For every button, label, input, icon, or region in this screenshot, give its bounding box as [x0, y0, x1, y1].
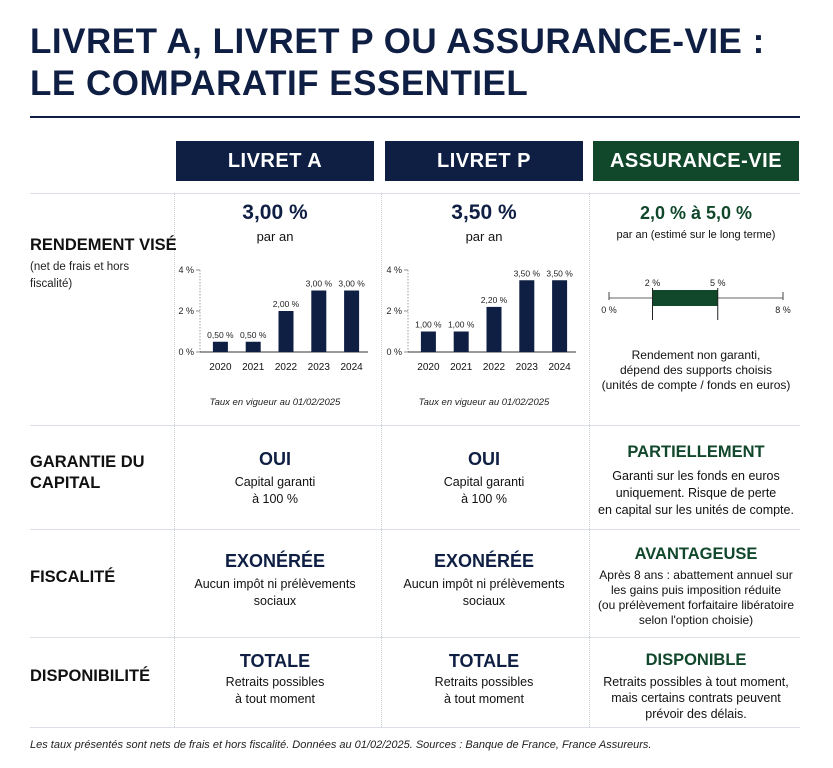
assurance-vie-disponibilite-line2: mais certains contrats peuvent [611, 691, 781, 705]
livret-p-fiscalite-line1: Aucun impôt ni prélèvements [403, 577, 565, 591]
assurance-vie-fiscalite-line4: selon l'option choisie) [638, 613, 754, 627]
livret-a-garantie-status: OUI [258, 449, 291, 469]
bar [246, 342, 261, 352]
bar-value-label: 3,00 % [305, 278, 333, 289]
y-tick-label: 2 % [386, 306, 402, 316]
livret-p-fiscalite-status: EXONÉRÉE [433, 551, 535, 571]
livret-p-disponibilite-status: TOTALE [448, 651, 520, 671]
bar [311, 291, 326, 353]
bar-value-label: 3,50 % [546, 268, 573, 279]
assurance-vie-garantie-status: PARTIELLEMENT [627, 443, 765, 461]
y-tick-label: 0 % [178, 347, 194, 357]
column-header-livret-a: LIVRET A [176, 141, 374, 181]
title-divider [30, 116, 800, 118]
range-high-label: 5 % [709, 278, 726, 288]
row-divider [30, 637, 800, 638]
y-tick-label: 4 % [386, 265, 402, 275]
assurance-vie-garantie-line2: uniquement. Risque de perte [615, 486, 777, 500]
livret-a-disponibilite-status: TOTALE [239, 651, 311, 671]
livret-a-disponibilite-line1: Retraits possibles [225, 675, 325, 689]
row-sublabel-rendement-line1: (net de frais et hors [30, 261, 130, 273]
assurance-vie-range-chart [593, 268, 799, 330]
bar-value-label: 1,00 % [415, 319, 442, 330]
bar [454, 332, 469, 353]
y-tick-label: 0 % [386, 347, 402, 357]
livret-a-rate-note: Taux en vigueur au 01/02/2025 [209, 397, 341, 408]
assurance-vie-rate-unit: par an (estimé sur le long terme) [616, 229, 776, 241]
bar-value-label: 1,00 % [447, 319, 475, 330]
assurance-vie-rate-desc-line2: dépend des supports choisis [619, 363, 773, 377]
range-max-label: 8 % [775, 305, 791, 315]
livret-a-disponibilite-line2: à tout moment [235, 692, 315, 706]
row-divider [30, 727, 800, 728]
row-sublabel-rendement-line2: fiscalité) [30, 278, 73, 290]
assurance-vie-rate-desc-line1: Rendement non garanti, [631, 348, 761, 362]
livret-a-rate-unit: par an [256, 229, 294, 244]
x-tick-label: 2020 [209, 362, 232, 373]
page-title-line1: LIVRET A, LIVRET P OU ASSURANCE-VIE : [30, 22, 765, 61]
livret-p-rate-history-chart [384, 258, 584, 380]
livret-a-garantie-line2: à 100 % [252, 492, 298, 506]
bar [344, 291, 359, 353]
y-tick-label: 4 % [178, 265, 194, 275]
assurance-vie-disponibilite-status: DISPONIBLE [645, 651, 747, 669]
column-divider [589, 193, 591, 727]
x-tick-label: 2022 [274, 362, 298, 373]
livret-a-fiscalite-line1: Aucun impôt ni prélèvements [194, 577, 356, 591]
assurance-vie-rate: 2,0 % à 5,0 % [639, 203, 753, 223]
x-tick-label: 2021 [242, 362, 265, 373]
livret-p-disponibilite-line2: à tout moment [444, 692, 524, 706]
row-label-garantie-line2: CAPITAL [30, 474, 101, 492]
bar-value-label: 3,00 % [338, 278, 365, 289]
footer-note: Les taux présentés sont nets de frais et hors fiscalité. Données au 01/02/2025. Sources : Banque de France, France Assureurs. [30, 739, 652, 751]
range-min-label: 0 % [601, 305, 617, 315]
bar [279, 311, 294, 352]
livret-a-rate-history-chart [176, 258, 376, 380]
row-label-disponibilite: DISPONIBILITÉ [30, 667, 151, 685]
livret-a-rate: 3,00 % [242, 201, 308, 224]
livret-a-fiscalite-status: EXONÉRÉE [224, 551, 326, 571]
x-tick-label: 2020 [417, 362, 440, 373]
assurance-vie-fiscalite-line1: Après 8 ans : abattement annuel sur [599, 568, 793, 582]
livret-p-fiscalite-line2: sociaux [462, 594, 506, 608]
column-header-assurance-vie: ASSURANCE-VIE [593, 141, 799, 181]
bar [519, 280, 534, 352]
x-tick-label: 2022 [482, 362, 506, 373]
bar-value-label: 2,00 % [272, 299, 300, 309]
assurance-vie-disponibilite-line1: Retraits possibles à tout moment, [603, 675, 789, 689]
livret-p-rate-unit: par an [465, 229, 503, 244]
row-label-rendement: RENDEMENT VISÉ [30, 236, 177, 254]
bar [213, 342, 228, 352]
row-label-fiscalite: FISCALITÉ [30, 568, 116, 586]
row-divider [30, 529, 800, 530]
page-title-line2: LE COMPARATIF ESSENTIEL [30, 64, 529, 103]
row-label-garantie-line1: GARANTIE DU [30, 453, 145, 471]
bar [552, 280, 567, 352]
x-tick-label: 2024 [340, 362, 363, 373]
bar [421, 332, 436, 353]
livret-p-garantie-line1: Capital garanti [443, 475, 525, 489]
row-divider [30, 193, 800, 194]
x-tick-label: 2023 [307, 362, 330, 373]
assurance-vie-disponibilite-line3: prévoir des délais. [645, 707, 747, 721]
livret-p-rate-note: Taux en vigueur au 01/02/2025 [418, 397, 550, 408]
livret-p-disponibilite-line1: Retraits possibles [434, 675, 534, 689]
bar [487, 307, 502, 352]
assurance-vie-garantie-line1: Garanti sur les fonds en euros [612, 469, 780, 483]
range-low-label: 2 % [644, 278, 661, 288]
assurance-vie-garantie-line3: en capital sur les unités de compte. [598, 503, 794, 517]
livret-p-rate: 3,50 % [451, 201, 517, 224]
livret-a-garantie-line1: Capital garanti [234, 475, 316, 489]
row-divider [30, 425, 800, 426]
y-tick-label: 2 % [178, 306, 194, 316]
assurance-vie-fiscalite-line2: les gains puis imposition réduite [610, 583, 782, 597]
column-divider [381, 193, 383, 727]
range-bar [653, 290, 718, 306]
livret-p-garantie-status: OUI [467, 449, 500, 469]
bar-value-label: 3,50 % [513, 268, 541, 279]
assurance-vie-fiscalite-line3: (ou prélèvement forfaitaire libératoire [597, 598, 795, 612]
assurance-vie-fiscalite-status: AVANTAGEUSE [634, 545, 758, 563]
bar-value-label: 0,50 % [207, 329, 234, 340]
assurance-vie-rate-desc-line3: (unités de compte / fonds en euros) [601, 378, 791, 392]
bar-value-label: 0,50 % [239, 329, 267, 340]
x-tick-label: 2024 [548, 362, 571, 373]
bar-value-label: 2,20 % [480, 294, 508, 305]
x-tick-label: 2023 [515, 362, 538, 373]
livret-p-garantie-line2: à 100 % [461, 492, 507, 506]
livret-a-fiscalite-line2: sociaux [253, 594, 297, 608]
x-tick-label: 2021 [450, 362, 473, 373]
column-header-livret-p: LIVRET P [385, 141, 583, 181]
